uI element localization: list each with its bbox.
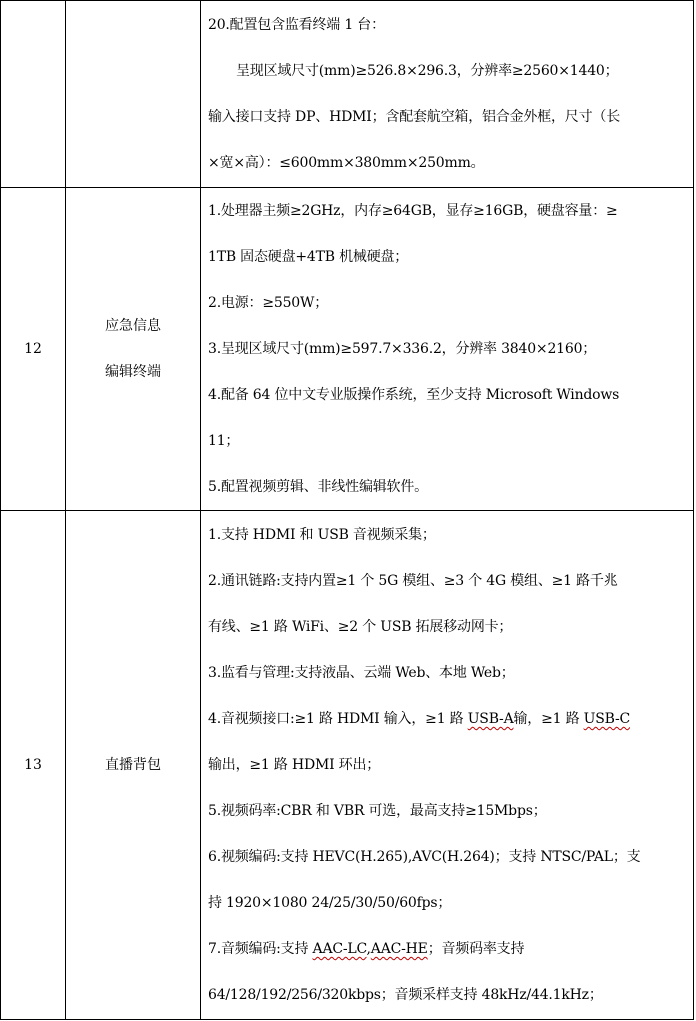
spec-line: 有线、≥1 路 WiFi、≥2 个 USB 拓展移动网卡； [208,619,513,635]
spec-line: 3.监看与管理:支持液晶、云端 Web、本地 Web； [208,665,515,681]
spelling-underlined-text: USB-C [583,711,631,727]
spec-line: ×宽×高）：≤600mm×380mm×250mm。 [208,155,485,171]
spec-cell [201,1,694,188]
row-number-cell: 12 [1,188,66,511]
spec-line: 呈现区域尺寸(mm)≥526.8×296.3，分辨率≥2560×1440； [236,63,619,79]
spec-line: 5.配置视频剪辑、非线性编辑软件。 [208,479,428,495]
spelling-underlined-text: USB-A [467,711,514,727]
spec-line: 20.配置包含监看终端 1 台： [208,17,385,33]
spec-line: 5.视频码率:CBR 和 VBR 可选，最高支持≥15Mbps； [208,803,547,819]
spec-line: 4.配备 64 位中文专业版操作系统，至少支持 Microsoft Windows [208,387,620,403]
spec-line: 6.视频编码:支持 HEVC(H.265),AVC(H.264)；支持 NTSC/PAL；支 [208,849,641,865]
table-row [1,511,694,1020]
row-number-cell: 13 [1,511,66,1020]
item-name-line: 编辑终端 [105,364,161,380]
spec-line: 1.支持 HDMI 和 USB 音视频采集； [208,527,436,543]
spec-line: 持 1920×1080 24/25/30/50/60fps； [208,895,452,911]
spec-text: 输，≥1 路 [513,711,584,727]
spec-line: 输出，≥1 路 HDMI 环出； [208,757,381,773]
row-number-cell [1,1,66,188]
spec-line: 1TB 固态硬盘+4TB 机械硬盘； [208,249,409,265]
spec-text: 4.音视频接口:≥1 路 HDMI 输入，≥1 路 [208,711,468,727]
table-row [1,1,694,188]
spec-text: ；音频码率支持 [427,941,525,957]
spec-line: 11； [208,433,240,449]
spec-cell [201,511,694,1020]
spelling-underlined-text: AAC-HE [370,941,428,957]
item-name-cell [66,1,201,188]
spec-text: , [366,941,371,957]
spec-line: 输入接口支持 DP、HDMI；含配套航空箱，铝合金外框，尺寸（长 [208,109,620,125]
spec-text: 7.音频编码:支持 [208,941,313,957]
spelling-underlined-text: AAC-LC [312,941,367,957]
spec-line [208,926,685,972]
spec-line: 64/128/192/256/320kbps；音频采样支持 48kHz/44.1kHz； [208,987,603,1003]
spec-cell [201,188,694,511]
item-name-cell: 直播背包 [66,511,201,1020]
spec-line [208,696,685,742]
table-row [1,188,694,511]
item-name-cell [66,188,201,511]
spec-line: 3.呈现区域尺寸(mm)≥597.7×336.2，分辨率 3840×2160； [208,341,597,357]
spec-line: 1.处理器主频≥2GHz，内存≥64GB，显存≥16GB，硬盘容量：≥ [208,203,618,219]
spec-line: 2.电源：≥550W； [208,295,328,311]
item-name-line: 应急信息 [105,318,161,334]
spec-line: 2.通讯链路:支持内置≥1 个 5G 模组、≥3 个 4G 模组、≥1 路千兆 [208,573,618,589]
